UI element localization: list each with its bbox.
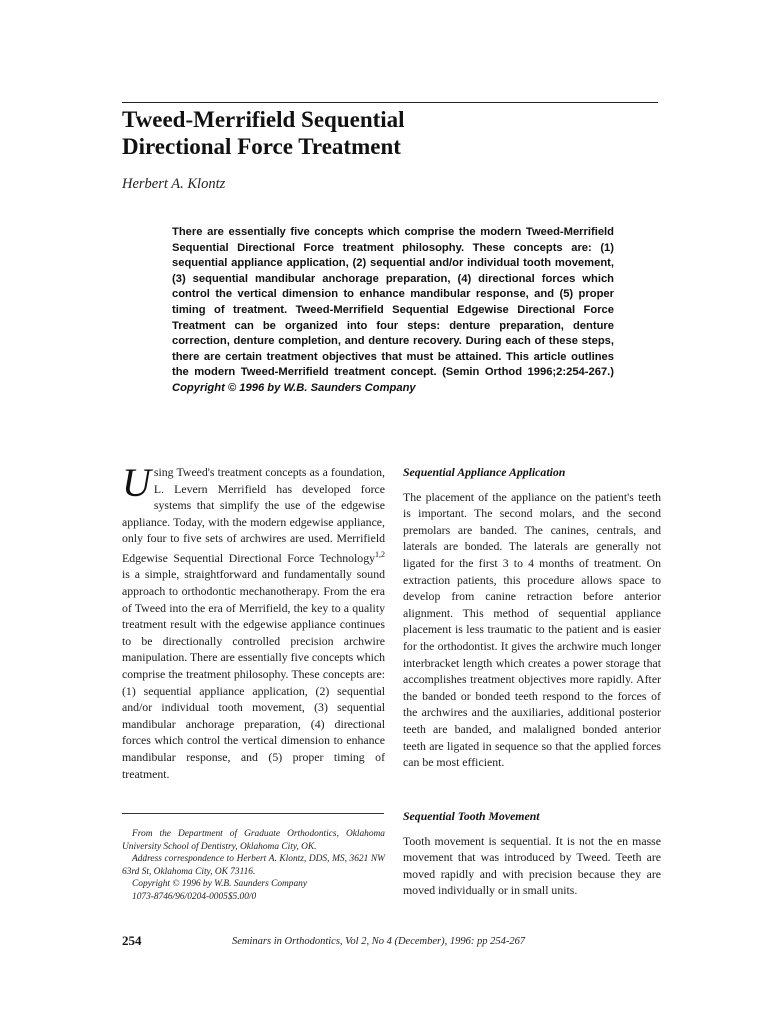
section-body: Tooth movement is sequential. It is not the en masse movement that was introduced by Tweed. Teeth are moved rapidly and with precision because they are moved individually or in small units.: [403, 833, 661, 898]
section-appliance-application: [403, 464, 661, 771]
section-heading: Sequential Appliance Application: [403, 465, 566, 479]
footnote-copyright: Copyright © 1996 by W.B. Saunders Company: [132, 879, 307, 890]
section-heading: Sequential Tooth Movement: [403, 809, 540, 823]
abstract: [172, 225, 614, 397]
intro-citation: 1,2: [375, 549, 385, 559]
title-line-2: Directional Force Treatment: [122, 134, 401, 159]
abstract-copyright: Copyright © 1996 by W.B. Saunders Company: [172, 381, 416, 394]
abstract-body: There are essentially five concepts which comprise the modern Tweed-Merrifield Sequential Directional Force treatment philosophy. These concepts are: (1) sequential appliance application, (2) sequential and/or individual tooth movement, (3) sequential mandibular anchorage preparation, (4) directional forces which control the vertical dimension to enhance mandibular response, and (5) proper timing of treatment. Tweed-Merrifield Sequential Edgewise Directional Force Treatment can be organized into four steps: denture preparation, denture correction, denture completion, and denture recovery. During each of these steps, there are certain treatment objectives that must be attained. This article outlines the modern Tweed-Merrifield treatment concept. (Semin Orthod 1996;2:254-267.): [172, 226, 614, 379]
section-body: The placement of the appliance on the patient's teeth is important. The second molars, and the second premolars are banded. The canines, centrals, and laterals are bonded. The laterals are generally not ligated for the first 3 to 4 months of treatment. On extraction patients, this procedure allows space to develop from canine retraction before anterior alignment. This method of sequential appliance placement is less traumatic to the patient and is easier for the orthodontist. It gives the archwire much longer interbracket length which creates a power storage that accomplishes treatment objectives more rapidly. After the banded or bonded teeth respond to the forces of the archwires and the auxiliaries, additional posterior teeth are banded, and malaligned bonded anterior teeth are ligated in sequence so that the applied forces can be most efficient.: [403, 489, 661, 770]
footnote: [122, 828, 385, 904]
section-tooth-movement: [403, 808, 661, 899]
footnote-rule: [122, 813, 384, 814]
title-line-1: Tweed-Merrifield Sequential: [122, 107, 405, 132]
journal-citation: Seminars in Orthodontics, Vol 2, No 4 (December), 1996: pp 254-267: [232, 936, 526, 947]
header-rule: [122, 102, 658, 103]
intro-paragraph: [122, 460, 385, 782]
drop-cap: U: [122, 460, 151, 505]
footnote-affiliation: From the Department of Graduate Orthodontics, Oklahoma University School of Dentistry, Oklahoma City, OK.: [122, 829, 385, 852]
author-name: Herbert A. Klontz: [122, 176, 226, 192]
intro-column: [122, 460, 385, 782]
intro-text-b: is a simple, straightforward and fundamentally sound approach to orthodontic mechanotherapy. From the era of Tweed into the era of Merrifield, the key to a quality treatment result with the edgewise appliance continues to be directionally controlled precision archwire manipulation. There are essentially five concepts which comprise the treatment philosophy. These concepts are: (1) sequential appliance application, (2) sequential and/or individual tooth movement, (3) sequential mandibular anchorage preparation, (4) directional forces which control the vertical dimension to enhance mandibular response, and (5) proper timing of treatment.: [122, 567, 385, 781]
intro-text-a: sing Tweed's treatment concepts as a foundation, L. Levern Merrifield has developed force systems that simplify the use of the edgewise appliance. Today, with the modern edgewise appliance, only four to five sets of archwires are used. Merrifield Edgewise Sequential Directional Force Technology: [122, 465, 385, 565]
article-title: [122, 106, 642, 160]
footnote-correspondence: Address correspondence to Herbert A. Klontz, DDS, MS, 3621 NW 63rd St, Oklahoma City, OK 73116.: [122, 854, 385, 877]
page-number: 254: [122, 933, 142, 948]
footnote-issn: 1073-8746/96/0204-0005$5.00/0: [132, 891, 257, 902]
